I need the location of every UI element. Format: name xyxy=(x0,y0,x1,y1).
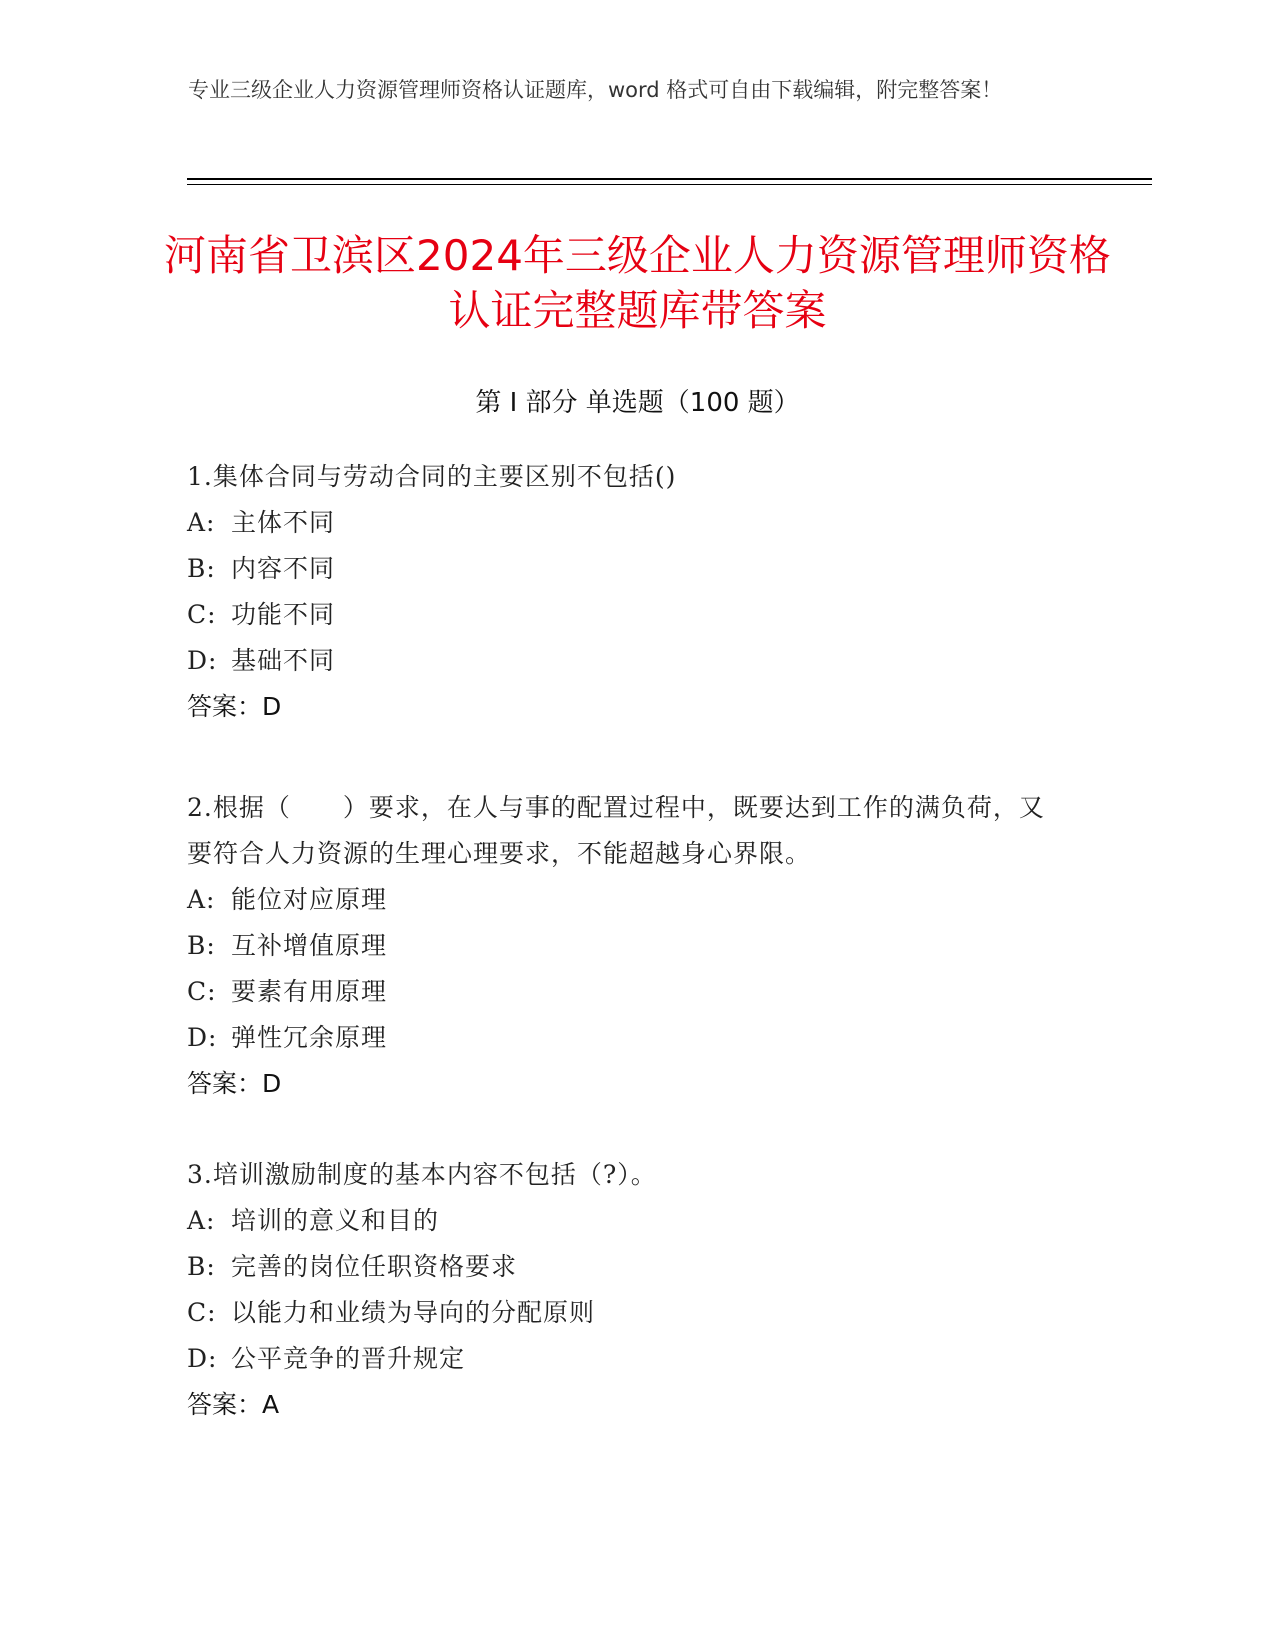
option-text: 弹性冗余原理 xyxy=(231,1023,388,1052)
section-heading: 第 I 部分 单选题（100 题） xyxy=(475,388,800,418)
option-text: 完善的岗位任职资格要求 xyxy=(231,1252,518,1281)
question-2 xyxy=(187,785,1067,1107)
option-key: C: xyxy=(187,977,217,1006)
option-key: D: xyxy=(187,1023,218,1052)
option-text: 功能不同 xyxy=(231,600,336,629)
option-key: A: xyxy=(187,508,216,537)
option-text: 要素有用原理 xyxy=(231,977,388,1006)
question-stem: 2.根据（ ）要求，在人与事的配置过程中，既要达到工作的满负荷，又要符合人力资源的生理心理要求，不能超越身心界限。 xyxy=(187,793,1045,868)
header-divider-thin xyxy=(187,184,1152,185)
option-key: A: xyxy=(187,885,216,914)
option-a xyxy=(187,877,1067,923)
option-c xyxy=(187,969,1067,1015)
option-c xyxy=(187,1290,1067,1336)
option-key: C: xyxy=(187,1298,217,1327)
document-title: 河南省卫滨区2024年三级企业人力资源管理师资格认证完整题库带答案 xyxy=(164,231,1111,335)
option-key: C: xyxy=(187,600,217,629)
question-stem: 1.集体合同与劳动合同的主要区别不包括() xyxy=(187,462,677,491)
option-text: 基础不同 xyxy=(231,646,336,675)
option-d xyxy=(187,638,1067,684)
answer-line: 答案：A xyxy=(187,1390,280,1419)
option-key: B: xyxy=(187,1252,216,1281)
option-key: D: xyxy=(187,646,218,675)
option-b xyxy=(187,546,1067,592)
header-divider-thick xyxy=(187,178,1152,180)
option-text: 互补增值原理 xyxy=(231,931,388,960)
option-c xyxy=(187,592,1067,638)
option-key: D: xyxy=(187,1344,218,1373)
answer-line: 答案：D xyxy=(187,692,282,721)
option-key: B: xyxy=(187,931,216,960)
header-note: 专业三级企业人力资源管理师资格认证题库，word 格式可自由下载编辑，附完整答案！ xyxy=(188,78,1003,102)
answer-line: 答案：D xyxy=(187,1069,282,1098)
option-key: A: xyxy=(187,1206,216,1235)
option-d xyxy=(187,1336,1067,1382)
option-key: B: xyxy=(187,554,216,583)
option-b xyxy=(187,1244,1067,1290)
option-a xyxy=(187,1198,1067,1244)
question-stem: 3.培训激励制度的基本内容不包括（?）。 xyxy=(187,1160,657,1189)
option-b xyxy=(187,923,1067,969)
option-text: 公平竞争的晋升规定 xyxy=(231,1344,466,1373)
option-text: 培训的意义和目的 xyxy=(231,1206,440,1235)
option-text: 内容不同 xyxy=(231,554,336,583)
option-text: 能位对应原理 xyxy=(231,885,388,914)
question-3 xyxy=(187,1152,1067,1428)
option-d xyxy=(187,1015,1067,1061)
option-a xyxy=(187,500,1067,546)
option-text: 主体不同 xyxy=(231,508,336,537)
option-text: 以能力和业绩为导向的分配原则 xyxy=(231,1298,596,1327)
question-1 xyxy=(187,454,1067,730)
